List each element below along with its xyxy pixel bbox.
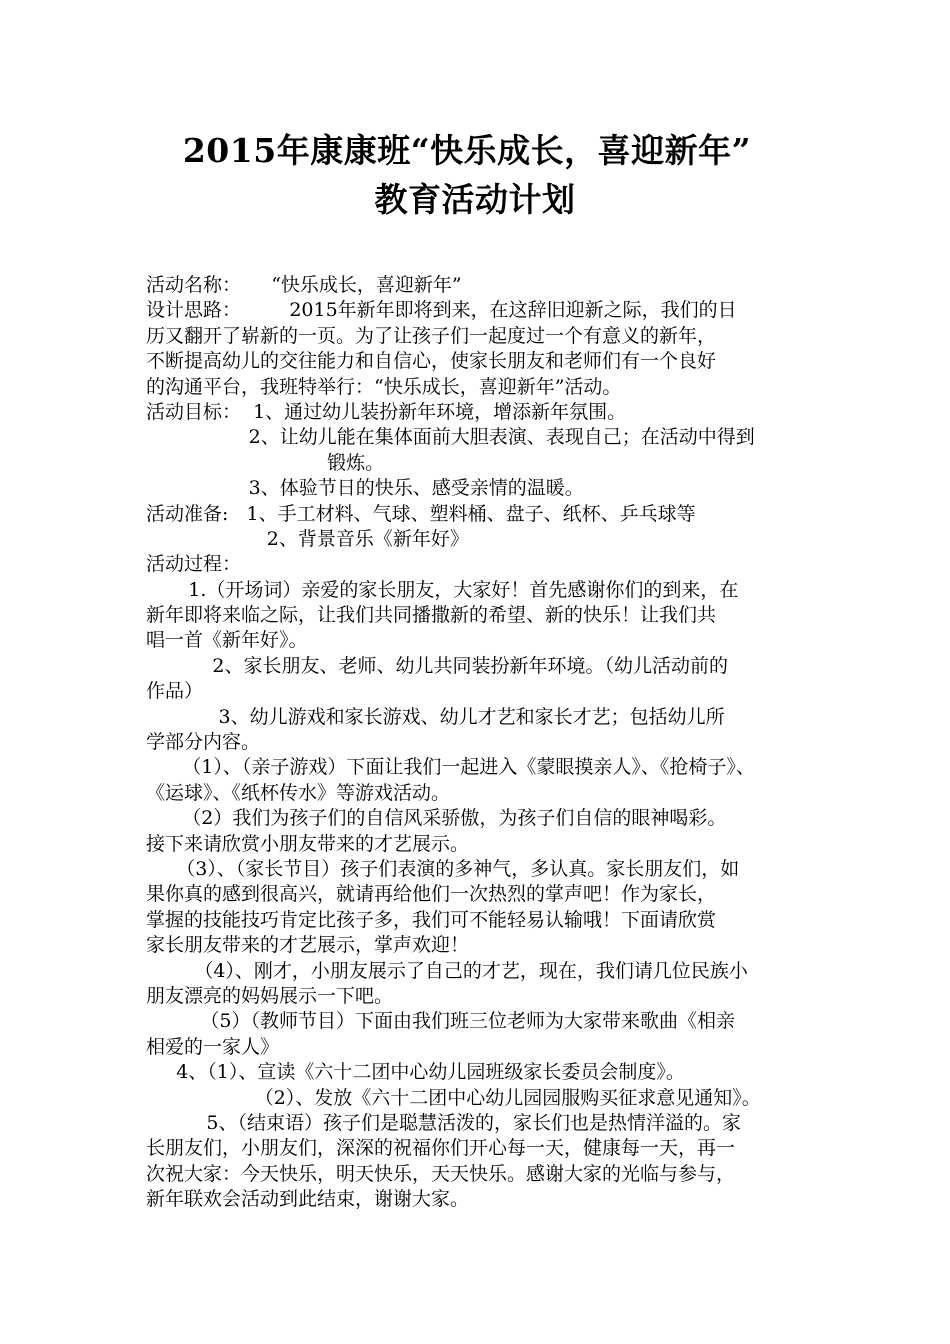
- activity-preparation-line: 活动准备: 1、手工材料、气球、塑料桶、盘子、纸杯、乒乓球等: [146, 502, 696, 525]
- process-substep: （2）、发放《六十二团中心幼儿园园服购买征求意见通知》。: [146, 1086, 761, 1109]
- body-line: 作品）: [146, 680, 204, 703]
- body-line: 家长朋友带来的才艺展示，掌声欢迎！: [146, 934, 470, 957]
- body-line: 不断提高幼儿的交往能力和自信心，使家长朋友和老师们有一个良好: [146, 350, 717, 373]
- body-line: 学部分内容。: [146, 731, 261, 754]
- process-substep: （4）、刚才，小朋友展示了自己的才艺，现在，我们请几位民族小: [146, 959, 748, 982]
- process-step: 2、家长朋友、老师、幼儿共同装扮新年环境。（幼儿活动前的: [146, 654, 729, 677]
- body-line: 新年即将来临之际，让我们共同播撒新的希望、新的快乐！让我们共: [146, 604, 717, 627]
- process-substep: （1）、（亲子游戏）下面让我们一起进入《蒙眼摸亲人》、《抢椅子》、: [146, 756, 755, 779]
- body-line: 历又翻开了崭新的一页。为了让孩子们一起度过一个有意义的新年，: [146, 324, 717, 347]
- process-substep: （3）、（家长节目）孩子们表演的多神气，多认真。家长朋友们，如: [146, 857, 740, 880]
- process-step: 4、（1）、宣读《六十二团中心幼儿园班级家长委员会制度》。: [146, 1061, 685, 1084]
- body-line: 掌握的技能技巧肯定比孩子多，我们可不能轻易认输哦！下面请欣赏: [146, 908, 717, 931]
- goal-item: 2、让幼儿能在集体面前大胆表演、表现自己；在活动中得到: [146, 426, 755, 449]
- goal-item-continued: 锻炼。: [146, 451, 385, 474]
- process-substep: （2）我们为孩子们的自信风采骄傲，为孩子们自信的眼神喝彩。: [146, 807, 727, 830]
- document-body: [146, 273, 826, 1212]
- body-line: 朋友漂亮的妈妈展示一下吧。: [146, 984, 394, 1007]
- activity-goal-line: 活动目标： 1、通过幼儿装扮新年环境，增添新年氛围。: [146, 400, 627, 423]
- document-subtitle: 教育活动计划: [374, 180, 576, 219]
- body-line: 相爱的一家人》: [146, 1035, 280, 1058]
- body-line: 果你真的感到很高兴，就请再给他们一次热烈的掌声吧！作为家长，: [146, 883, 717, 906]
- body-line: 唱一首《新年好》。: [146, 629, 308, 652]
- goal-item: 3、体验节日的快乐、感受亲情的温暖。: [146, 477, 584, 500]
- design-idea-line: 设计思路： 2015年新年即将到来，在这辞旧迎新之际，我们的日: [146, 299, 737, 322]
- process-substep: （5）（教师节目）下面由我们班三位老师为大家带来歌曲《相亲: [146, 1010, 735, 1033]
- body-line: 的沟通平台，我班特举行：“快乐成长，喜迎新年”活动。: [146, 375, 622, 398]
- process-step: 1.（开场词）亲爱的家长朋友，大家好！首先感谢你们的到来，在: [146, 578, 739, 601]
- body-line: 次祝大家：今天快乐，明天快乐，天天快乐。感谢大家的光临与参与，: [146, 1162, 736, 1185]
- process-step: 3、幼儿游戏和家长游戏、幼儿才艺和家长才艺；包括幼儿所: [146, 705, 725, 728]
- body-line: 新年联欢会活动到此结束，谢谢大家。: [146, 1188, 470, 1211]
- body-line: 《运球》、《纸杯传水》等游戏活动。: [146, 781, 451, 804]
- document-title: 2015年康康班“快乐成长，喜迎新年”: [182, 131, 752, 170]
- activity-name-line: 活动名称： “快乐成长，喜迎新年”: [146, 274, 462, 296]
- body-line: 长朋友们，小朋友们，深深的祝福你们开心每一天，健康每一天，再一: [146, 1137, 736, 1160]
- body-line: 接下来请欣赏小朋友带来的才艺展示。: [146, 832, 470, 855]
- process-step: 5、（结束语）孩子们是聪慧活泼的，家长们也是热情洋溢的。家: [146, 1111, 741, 1134]
- preparation-item: 2、背景音乐《新年好》: [146, 527, 469, 550]
- activity-process-heading: 活动过程：: [146, 553, 242, 576]
